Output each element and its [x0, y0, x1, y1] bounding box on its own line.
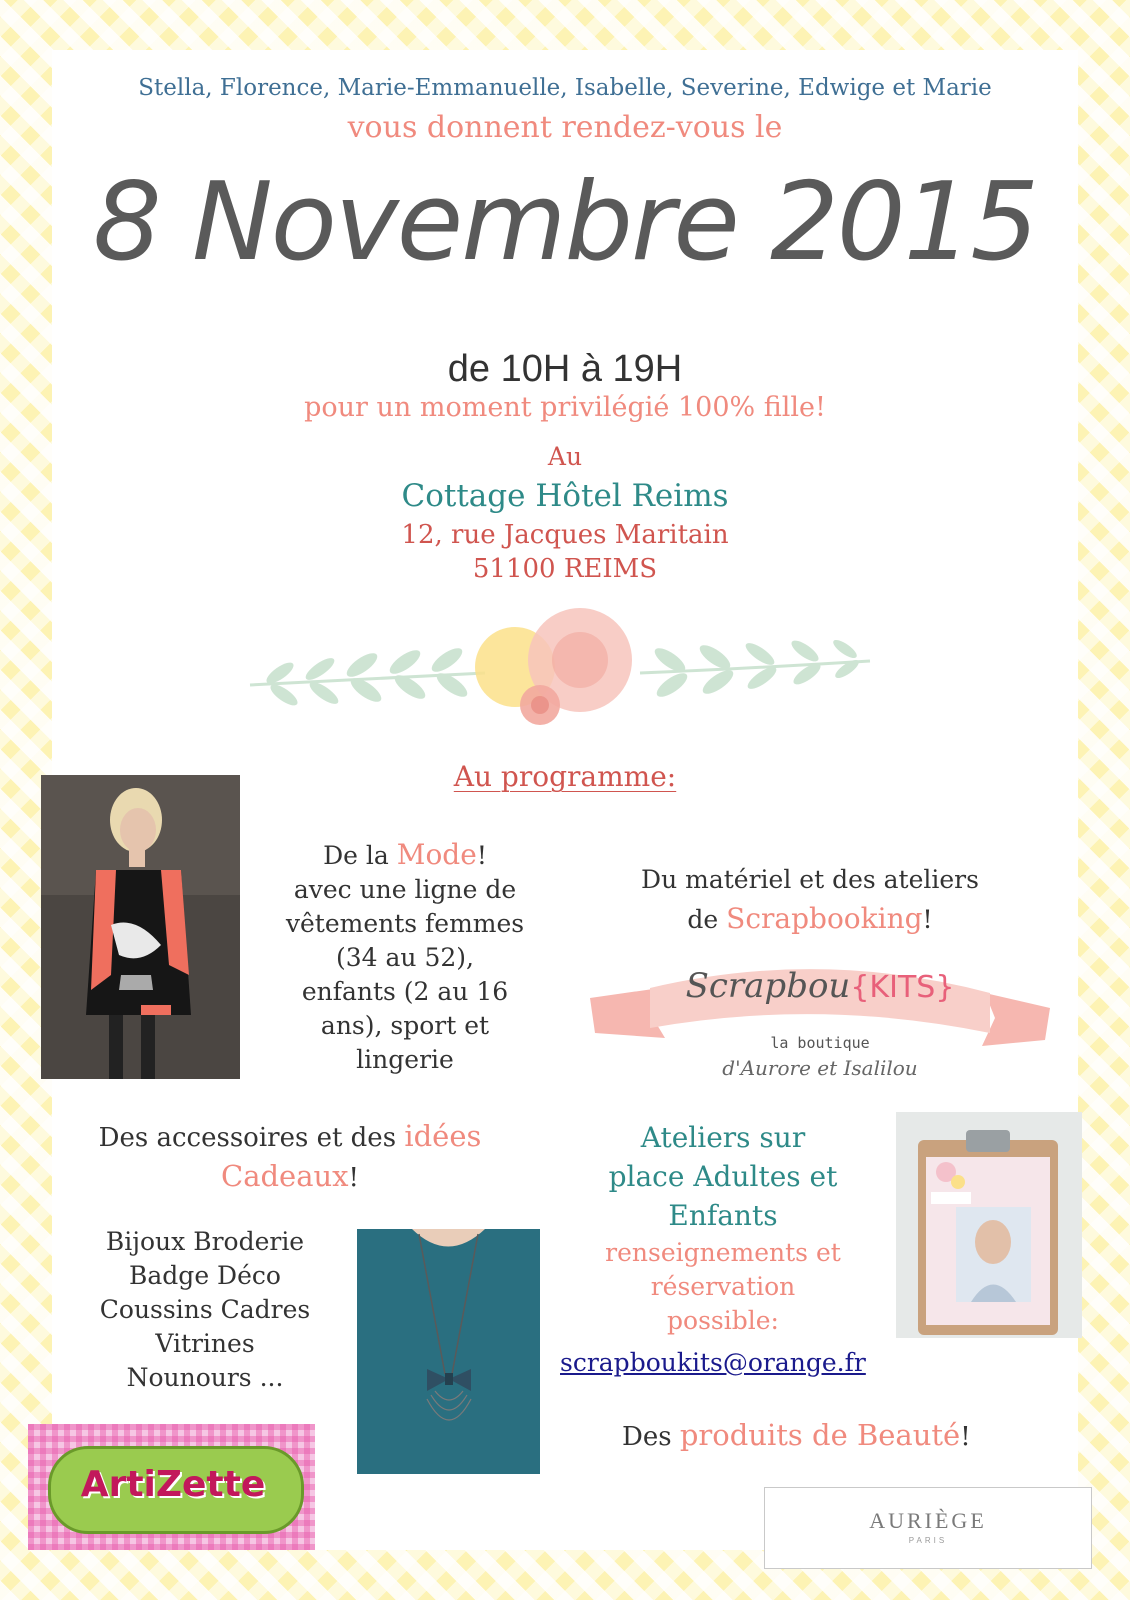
accessories-list: [60, 1225, 350, 1395]
auriege-brand-sub: PARIS: [908, 1536, 948, 1545]
necklace-photo: [357, 1229, 540, 1474]
scrap-logo-sign: d'Aurore et Isalilou: [722, 1056, 918, 1080]
venue-city: 51100 REIMS: [472, 554, 658, 584]
ateliers-info-line: renseignements et: [605, 1238, 841, 1267]
mode-highlight: Mode: [396, 838, 477, 871]
beauty-line: [560, 1418, 1040, 1452]
beauty-suffix: !: [960, 1422, 971, 1452]
mode-line: (34 au 52),: [336, 943, 474, 972]
scrap-prefix: de: [687, 905, 727, 934]
artizette-logo-text: ArtiZette: [80, 1464, 266, 1505]
organizer-names: Stella, Florence, Marie-Emmanuelle, Isabelle, Severine, Edwige et Marie: [138, 75, 992, 101]
list-item: Vitrines: [155, 1329, 255, 1358]
mode-line: ans), sport et: [320, 1011, 490, 1040]
clipboard-photo: [896, 1112, 1082, 1338]
mode-description: [250, 838, 560, 1077]
list-item: Nounours ...: [126, 1363, 284, 1392]
auriege-brand: AURIÈGE: [869, 1508, 987, 1533]
event-hours: de 10H à 19H: [447, 348, 683, 390]
acc-prefix: Des accessoires et des: [98, 1123, 405, 1153]
mode-prefix: De la: [323, 841, 397, 870]
scrap-logo-title: [670, 966, 970, 1006]
scrap-logo-kits: {KITS}: [850, 970, 955, 1005]
scrap-line: Du matériel et des ateliers: [641, 865, 979, 894]
list-item: Coussins Cadres: [99, 1295, 311, 1324]
beauty-highlight: produits de Beauté: [679, 1418, 961, 1452]
ateliers-title: [578, 1118, 868, 1235]
mode-line: enfants (2 au 16: [301, 977, 509, 1006]
list-item: Bijoux Broderie: [105, 1227, 305, 1256]
contact-email-link[interactable]: scrapboukits@orange.fr: [560, 1348, 866, 1377]
venue-street: 12, rue Jacques Maritain: [401, 520, 729, 550]
acc-highlight-2: Cadeaux: [221, 1159, 349, 1193]
ateliers-title-line: Enfants: [668, 1199, 778, 1232]
ateliers-info: [578, 1236, 868, 1338]
flower-decoration-icon: [240, 605, 890, 735]
acc-highlight-1: idées: [404, 1119, 482, 1153]
beauty-prefix: Des: [622, 1422, 680, 1452]
accessories-description: [60, 1117, 520, 1197]
ateliers-title-line: place Adultes et: [608, 1160, 838, 1193]
mode-suffix: !: [476, 841, 487, 870]
scrapboukits-logo: [590, 958, 1050, 1088]
artizette-logo: [28, 1424, 315, 1550]
scrap-highlight: Scrapbooking: [726, 902, 923, 935]
ateliers-title-line: Ateliers sur: [640, 1121, 806, 1154]
fashion-photo: [41, 775, 240, 1079]
mode-line: lingerie: [356, 1045, 454, 1074]
auriege-logo: [764, 1487, 1092, 1569]
mode-line: vêtements femmes: [285, 909, 525, 938]
event-date: 8 Novembre 2015: [92, 160, 1038, 285]
ateliers-info-line: possible:: [667, 1306, 779, 1335]
venue-name: Cottage Hôtel Reims: [401, 478, 729, 514]
program-title-text: Au programme:: [453, 760, 677, 793]
venue-at-label: Au: [547, 442, 583, 471]
scrap-logo-sub: la boutique: [770, 1034, 870, 1052]
mode-line: avec une ligne de: [293, 875, 517, 904]
scrapbooking-description: [580, 860, 1040, 939]
acc-suffix: !: [348, 1163, 359, 1193]
scrap-suffix: !: [922, 905, 933, 934]
rendezvous-line: vous donnent rendez-vous le: [347, 110, 783, 145]
scrap-logo-name: Scrapbou: [685, 966, 851, 1006]
ateliers-info-line: réservation: [650, 1272, 796, 1301]
event-tagline: pour un moment privilégié 100% fille!: [304, 392, 826, 423]
list-item: Badge Déco: [129, 1261, 281, 1290]
